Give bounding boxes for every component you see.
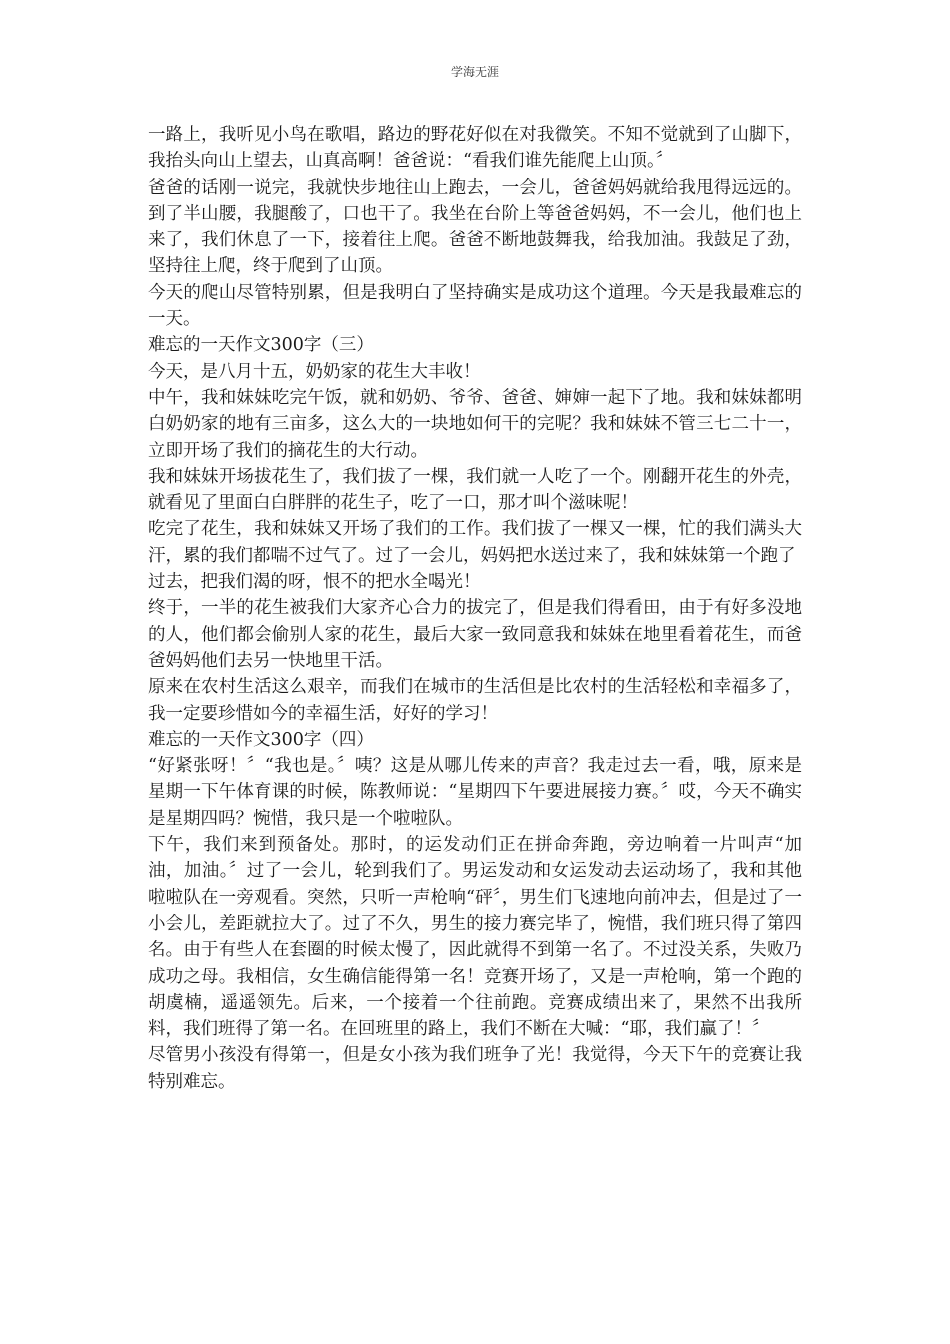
paragraph: 今天的爬山尽管特别累，但是我明白了坚持确实是成功这个道理。今天是我最难忘的一天。 [148,282,802,330]
page-header: 学海无涯 [450,65,499,79]
paragraph: 下午，我们来到预备处。那时，的运发动们正在拼命奔跑，旁边响着一片叫声“加油，加油。〞过了一会儿，轮到我们了。男运发动和女运发动去运动场了，我和其他啦啦队在一旁观看。突然，只听一声枪响“砰〞，男生们飞速地向前冲去，但是过了一小会儿，差距就拉大了。过了不久，男生的接力赛完毕了，惋惜，我们班只得了第四名。由于有些人在套圈的时候太慢了，因此就得不到第一名了。不过没关系，失败乃成功之母。我相信，女生确信能得第一名！竞赛开场了，又是一声枪响，第一个跑的胡虞楠，遥遥领先。后来，一个接着一个往前跑。竞赛成绩出来了，果然不出我所料，我们班得了第一名。在回班里的路上，我们不断在大喊：“耶，我们赢了！〞 [148,835,802,1040]
section-heading: 难忘的一天作文300字（三） [148,335,374,356]
paragraph: 我和妹妹开场拔花生了，我们拔了一棵，我们就一人吃了一个。刚翻开花生的外壳，就看见了里面白白胖胖的花生子，吃了一口，那才叫个滋味呢！ [148,466,802,514]
document-body [148,122,802,1095]
paragraph: 爸爸的话刚一说完，我就快步地往山上跑去，一会儿，爸爸妈妈就给我甩得远远的。到了半山腰，我腿酸了，口也干了。我坐在台阶上等爸爸妈妈，不一会儿，他们也上来了，我们休息了一下，接着往上爬。爸爸不断地鼓舞我，给我加油。我鼓足了劲，坚持往上爬，终于爬到了山顶。 [148,177,802,277]
paragraph: 一路上，我听见小鸟在歌唱，路边的野花好似在对我微笑。不知不觉就到了山脚下，我抬头向山上望去，山真高啊！爸爸说：“看我们谁先能爬上山顶。〞 [148,125,802,172]
paragraph: 过去，把我们渴的呀，恨不的把水全喝光！ [148,572,481,593]
paragraph: “好紧张呀！〞“我也是。〞咦？这是从哪儿传来的声音？我走过去一看，哦，原来是星期一下午体育课的时候，陈教师说：“星期四下午要进展接力赛。〞哎，今天不确实是星期四吗？惋惜，我只是一个啦啦队。 [148,756,802,829]
paragraph: 吃完了花生，我和妹妹又开场了我们的工作。我们拔了一棵又一棵，忙的我们满头大汗，累的我们都喘不过气了。过了一会儿，妈妈把水送过来了，我和妹妹第一个跑了 [148,519,802,566]
paragraph: 尽管男小孩没有得第一，但是女小孩为我们班争了光！我觉得，今天下午的竞赛让我特别难忘。 [148,1045,802,1092]
paragraph: 终于，一半的花生被我们大家齐心合力的拔完了，但是我们得看田，由于有好多没地的人，他们都会偷别人家的花生，最后大家一致同意我和妹妹在地里看着花生，而爸爸妈妈他们去另一快地里干活。 [148,598,802,671]
paragraph: 原来在农村生活这么艰辛，而我们在城市的生活但是比农村的生活轻松和幸福多了，我一定要珍惜如今的幸福生活，好好的学习！ [148,677,802,724]
paragraph: 中午，我和妹妹吃完午饭，就和奶奶、爷爷、爸爸、婶婶一起下了地。我和妹妹都明白奶奶家的地有三亩多，这么大的一块地如何干的完呢？我和妹妹不管三七二十一，立即开场了我们的摘花生的大行动。 [148,387,802,461]
section-heading: 难忘的一天作文300字（四） [148,729,374,750]
paragraph: 今天，是八月十五，奶奶家的花生大丰收！ [148,361,481,382]
